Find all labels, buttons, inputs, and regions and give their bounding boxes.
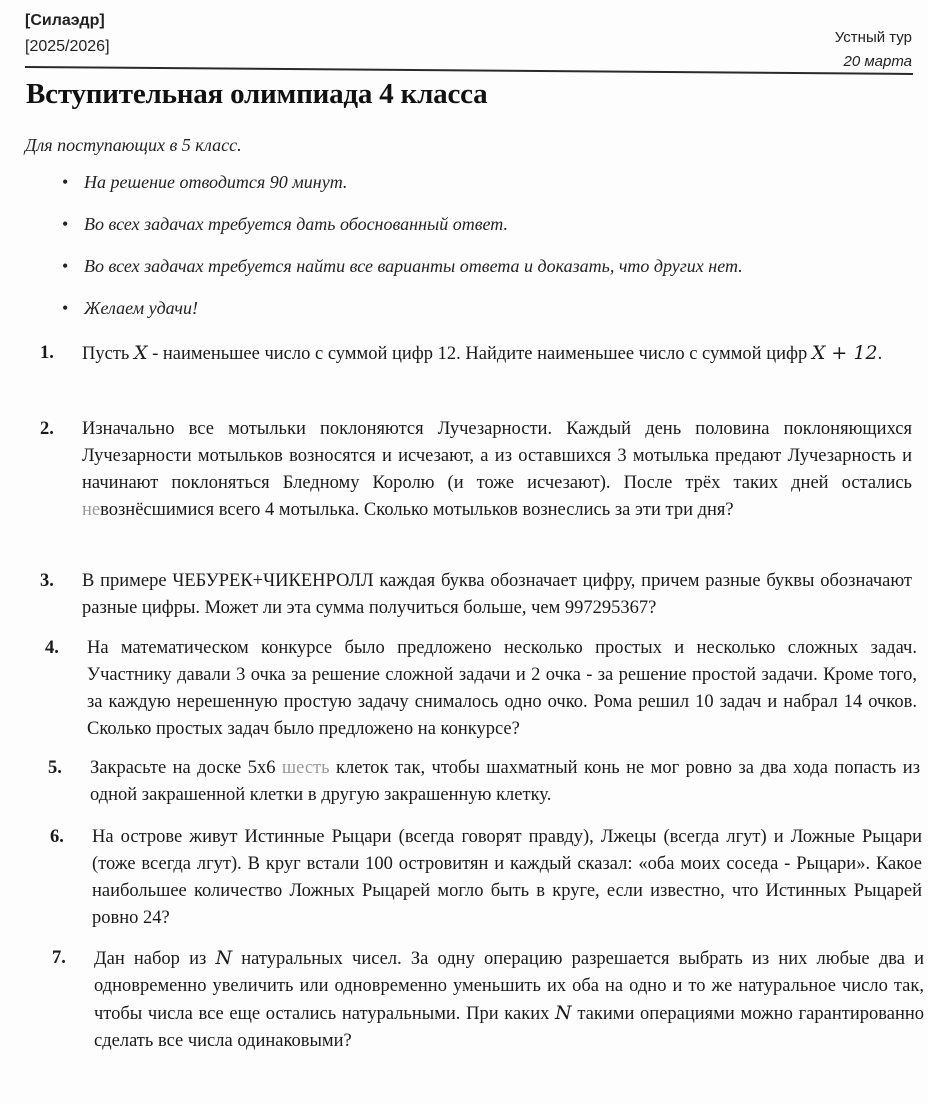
rule-item xyxy=(60,298,743,340)
problem-6 xyxy=(50,824,922,932)
rule-item xyxy=(60,256,743,298)
bullet-icon: • xyxy=(62,298,69,318)
problem-4 xyxy=(45,635,917,743)
text-segment: клеток так, чтобы шахматный конь не мог ровно за два хода попасть из одной закрашенной клетки в другую закрашенную клетку. xyxy=(90,758,920,805)
organization-name: [Силаэдр] xyxy=(25,12,105,29)
text-segment: Пусть xyxy=(82,344,134,364)
text-segment: вознёсшимися всего 4 мотылька. Сколько мотыльков вознеслись за эти три дня? xyxy=(100,500,734,520)
problem-number: 6. xyxy=(50,827,64,847)
bullet-icon: • xyxy=(62,172,69,192)
math-variable: N xyxy=(555,1002,572,1024)
header-divider xyxy=(25,66,913,75)
problem-text xyxy=(82,419,912,520)
problem-number: 5. xyxy=(48,758,62,778)
problem-7 xyxy=(52,945,924,1055)
rules-list xyxy=(60,172,743,340)
header-right xyxy=(835,26,912,74)
math-variable: X xyxy=(133,342,148,364)
rule-text: Во всех задачах требуется найти все варианты ответа и доказать, что других нет. xyxy=(84,256,743,276)
problem-3 xyxy=(40,568,912,622)
problem-number: 4. xyxy=(45,638,59,658)
round-label: Устный тур xyxy=(834,29,912,46)
problem-text xyxy=(90,758,920,805)
bullet-icon: • xyxy=(62,214,69,234)
problem-5 xyxy=(48,755,920,809)
text-segment: натуральных чисел. За одну операцию разрешается выбрать из них любые два и одновременно увеличить или одновременно уменьшить их оба на одно и то же натуральное число так, чтобы числа все еще остались натуральными. При каких xyxy=(94,949,924,1024)
problem-number: 3. xyxy=(40,571,54,591)
text-segment: Закрасьте на доске 5x6 xyxy=(90,758,282,778)
problem-number: 1. xyxy=(40,343,54,363)
text-segment: Дан набор из xyxy=(94,949,216,969)
rule-text: На решение отводится 90 минут. xyxy=(84,172,348,192)
rule-item xyxy=(60,214,743,256)
problem-1 xyxy=(40,340,912,368)
academic-year: [2025/2026] xyxy=(25,38,110,55)
problem-number: 2. xyxy=(40,419,54,439)
problem-text: На математическом конкурсе было предложено несколько простых и несколько сложных задач. Участнику давали 3 очка за решение сложной задачи и 2 очка - за решение простой задачи. Кроме того, за каждую нерешенную простую задачу снималось одно очко. Рома решил 10 задач и набрал 14 очков. Сколько простых задач было предложено на конкурсе? xyxy=(87,638,917,739)
math-expression: X + 12 xyxy=(811,342,878,364)
text-segment: такими операциями можно гарантированно сделать все числа одинаковыми? xyxy=(94,1004,924,1051)
math-variable: N xyxy=(215,947,233,969)
text-segment: - наименьшее число с суммой цифр 12. Найдите наименьшее число с суммой цифр xyxy=(147,344,812,364)
inserted-word: шесть xyxy=(281,758,330,778)
problems-list xyxy=(40,340,924,1051)
text-segment: . xyxy=(877,344,883,364)
header-left xyxy=(25,8,110,60)
rule-text: Во всех задачах требуется дать обоснованный ответ. xyxy=(84,214,509,234)
problem-2 xyxy=(40,416,912,524)
rule-item xyxy=(60,172,743,214)
problem-text: В примере ЧЕБУРЕК+ЧИКЕНРОЛЛ каждая буква обозначает цифру, причем разные буквы обозначают разные цифры. Может ли эта сумма получиться больше, чем 997295367? xyxy=(82,571,912,618)
inserted-word: не xyxy=(82,500,101,520)
intro-text: Для поступающих в 5 класс. xyxy=(25,135,242,155)
problem-text xyxy=(82,344,882,364)
rule-text: Желаем удачи! xyxy=(84,298,199,318)
date-label: 20 марта xyxy=(843,53,912,70)
problem-text: На острове живут Истинные Рыцари (всегда говорят правду), Лжецы (всегда лгут) и Ложные Рыцари (тоже всегда лгут). В круг встали 100 островитян и каждый сказал: «оба моих соседа - Рыцари». Какое наибольшее количество Ложных Рыцарей могло быть в круге, если известно, что Истинных Рыцарей ровно 24? xyxy=(92,827,922,928)
bullet-icon: • xyxy=(62,256,69,276)
problem-text xyxy=(94,949,924,1051)
text-segment: Изначально все мотыльки поклоняются Лучезарности. Каждый день половина поклоняющихся Лучезарности мотыльков возносятся и исчезают, а из оставшихся 3 мотылька предают Лучезарность и начинают поклоняться Бледному Королю (и тоже исчезают). После трёх таких дней остались xyxy=(82,419,912,493)
problem-number: 7. xyxy=(52,948,66,968)
page-title: Вступительная олимпиада 4 класса xyxy=(26,78,488,110)
